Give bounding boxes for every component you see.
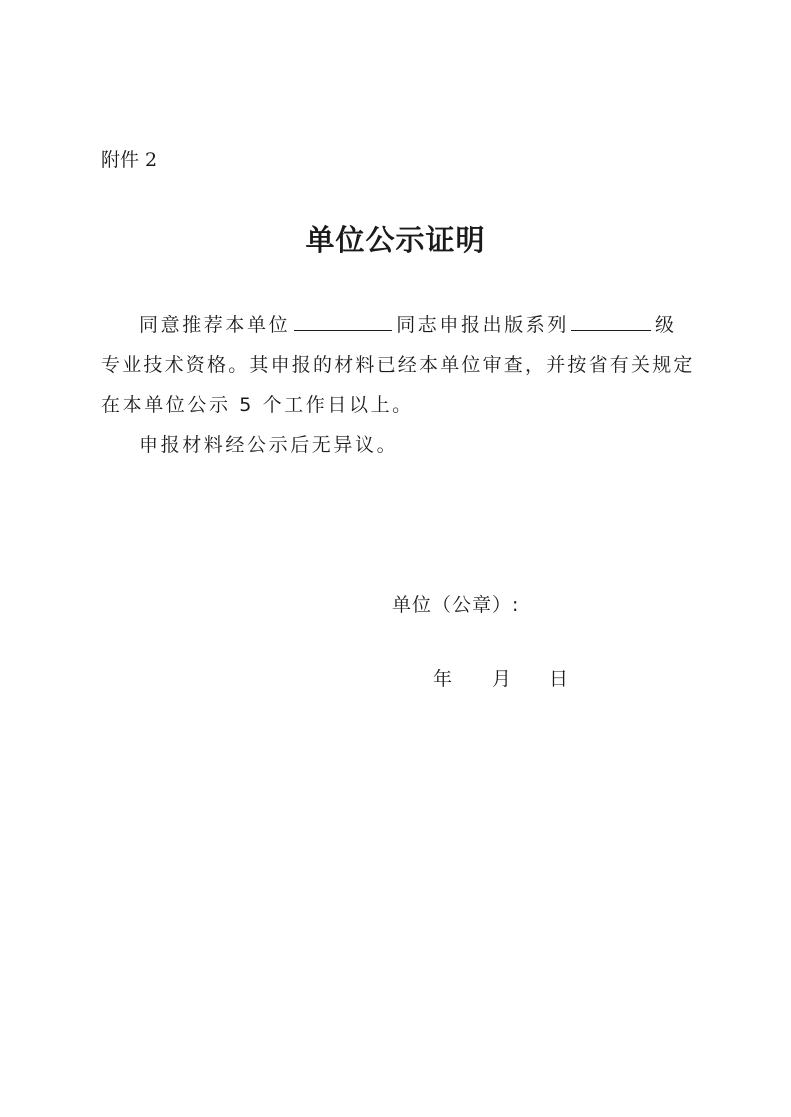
date-day-label: 日 (549, 668, 569, 690)
date-month-label: 月 (492, 668, 512, 690)
attachment-label: 附件 2 (101, 149, 158, 171)
body-line-3: 在本单位公示 5 个工作日以上。 (101, 394, 414, 416)
apply-text: 同志申报出版系列 (396, 314, 570, 336)
recommend-text: 同意推荐本单位 (139, 314, 291, 336)
document-title: 单位公示证明 (305, 223, 486, 257)
level-blank-field (571, 312, 651, 331)
level-text: 级 (655, 314, 677, 336)
date-year-label: 年 (433, 668, 453, 690)
body-line-4: 申报材料经公示后无异议。 (139, 434, 399, 456)
body-line-2: 专业技术资格。其申报的材料已经本单位审查，并按省有关规定 (101, 354, 695, 376)
name-blank-field (294, 312, 392, 331)
unit-seal-label: 单位（公章）: (392, 594, 520, 616)
body-line-1 (139, 312, 677, 338)
